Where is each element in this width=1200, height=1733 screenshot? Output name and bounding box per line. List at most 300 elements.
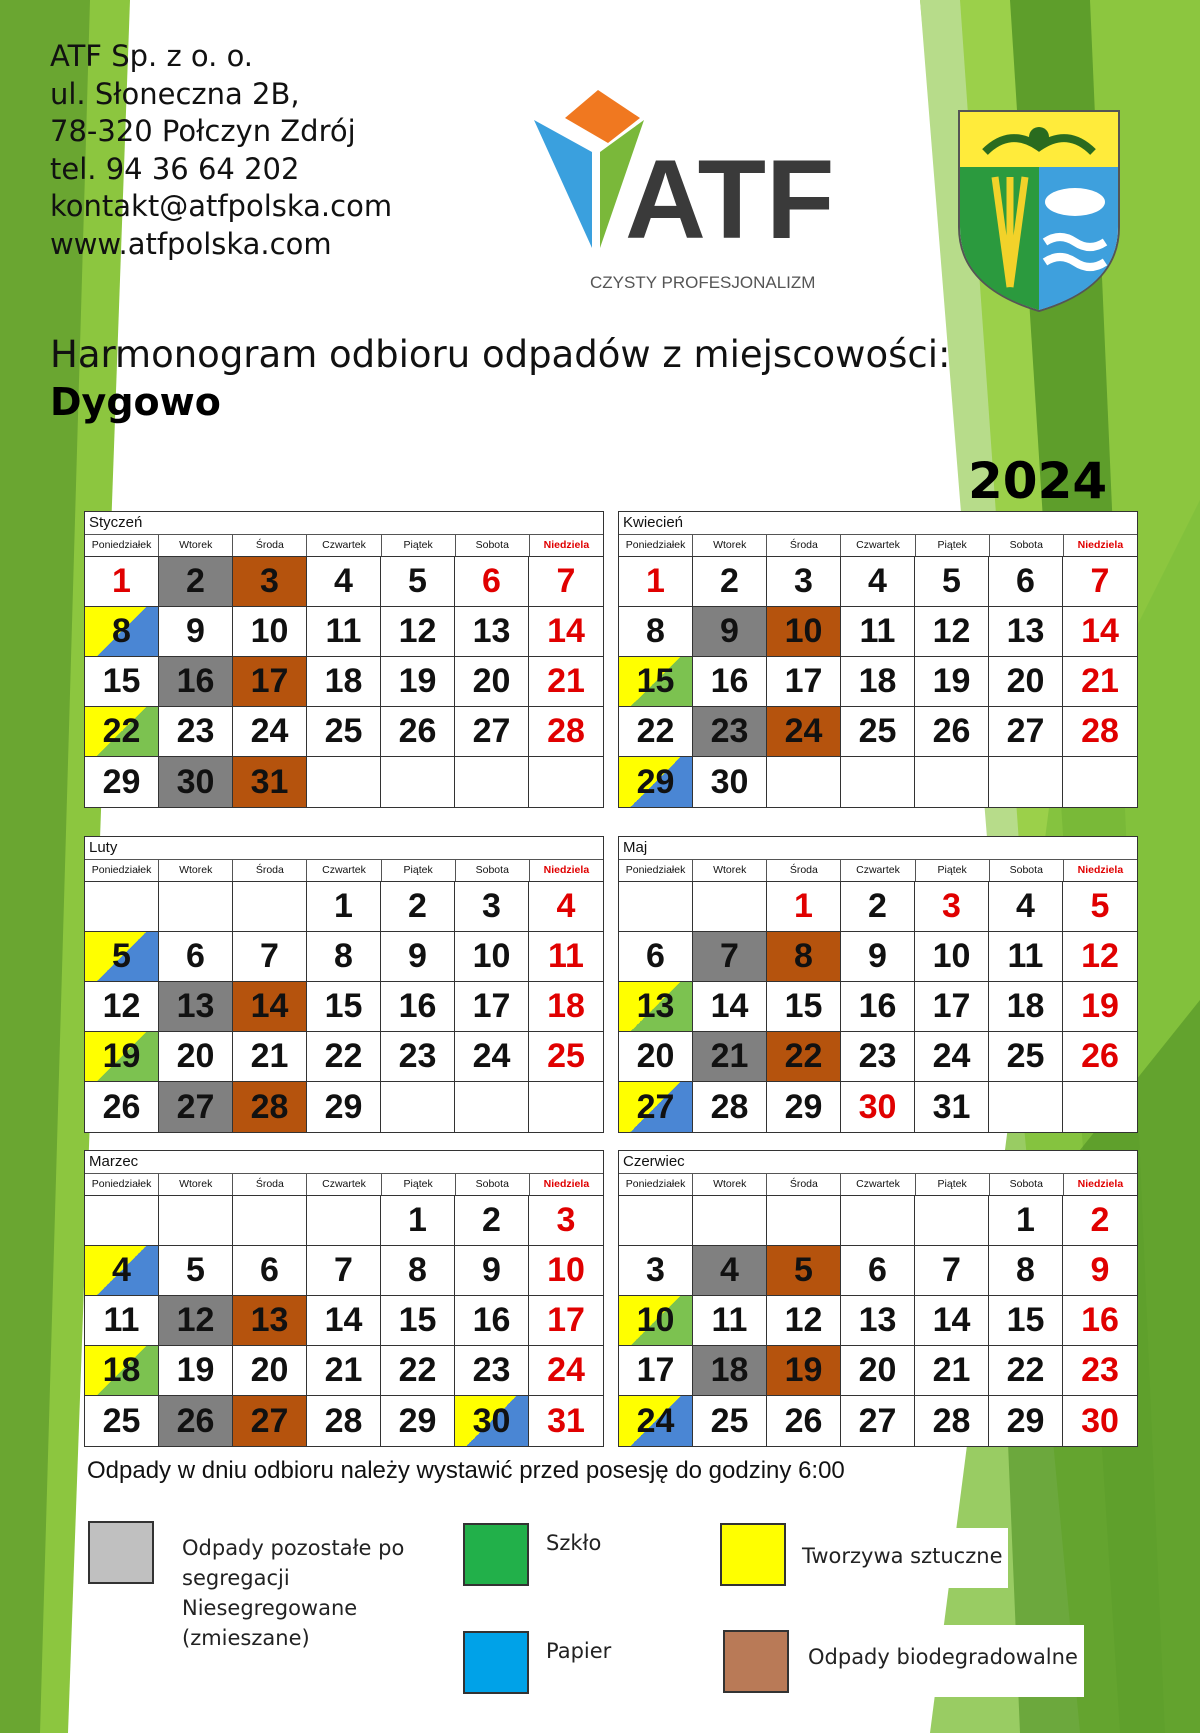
weekday-label: Wtorek	[693, 1174, 767, 1195]
day-cell: 27	[619, 1082, 693, 1132]
day-cell: 10	[233, 607, 307, 657]
day-cell: 16	[841, 982, 915, 1032]
day-cell: 1	[85, 557, 159, 607]
day-cell: 19	[159, 1346, 233, 1396]
day-cell: 22	[989, 1346, 1063, 1396]
day-cell: 14	[233, 982, 307, 1032]
logo-tagline: CZYSTY PROFESJONALIZM	[590, 273, 816, 292]
empty-day-cell	[619, 882, 693, 932]
weekday-label: Czwartek	[307, 1174, 381, 1195]
day-cell: 29	[767, 1082, 841, 1132]
day-grid	[619, 1196, 1137, 1446]
day-cell: 29	[989, 1396, 1063, 1446]
day-cell: 9	[841, 932, 915, 982]
weekday-label: Piątek	[382, 860, 456, 881]
day-cell: 5	[85, 932, 159, 982]
weekday-label: Niedziela	[543, 1178, 590, 1190]
empty-day-cell	[767, 757, 841, 807]
day-cell: 19	[767, 1346, 841, 1396]
day-cell: 28	[307, 1396, 381, 1446]
day-cell: 2	[841, 882, 915, 932]
day-cell: 3	[915, 882, 989, 932]
empty-day-cell	[529, 1082, 603, 1132]
weekday-label: Sobota	[990, 1174, 1064, 1195]
day-cell: 2	[693, 557, 767, 607]
day-cell: 17	[915, 982, 989, 1032]
day-cell: 16	[693, 657, 767, 707]
empty-day-cell	[455, 757, 529, 807]
day-cell: 4	[529, 882, 603, 932]
day-cell: 13	[989, 607, 1063, 657]
day-grid	[85, 1196, 603, 1446]
day-grid	[619, 557, 1137, 807]
day-cell: 25	[989, 1032, 1063, 1082]
day-cell: 28	[233, 1082, 307, 1132]
day-cell: 1	[767, 882, 841, 932]
day-cell: 21	[693, 1032, 767, 1082]
day-cell: 16	[1063, 1296, 1137, 1346]
day-cell: 30	[455, 1396, 529, 1446]
day-cell: 6	[841, 1246, 915, 1296]
empty-day-cell	[233, 1196, 307, 1246]
day-cell: 15	[307, 982, 381, 1032]
day-cell: 4	[841, 557, 915, 607]
day-cell: 24	[915, 1032, 989, 1082]
legend-mixed-swatch	[88, 1521, 154, 1584]
day-cell: 4	[693, 1246, 767, 1296]
weekday-label: Poniedziałek	[85, 1174, 159, 1195]
day-cell: 10	[455, 932, 529, 982]
weekday-header	[85, 535, 603, 557]
empty-day-cell	[455, 1082, 529, 1132]
day-grid	[85, 882, 603, 1132]
legend-mixed-label: Odpady pozostałe po segregacji Niesegregowane (zmieszane)	[176, 1531, 443, 1655]
day-cell: 4	[85, 1246, 159, 1296]
empty-day-cell	[159, 1196, 233, 1246]
day-cell: 18	[989, 982, 1063, 1032]
day-grid	[85, 557, 603, 807]
day-cell: 25	[841, 707, 915, 757]
place-name: Dygowo	[50, 380, 221, 424]
day-cell: 22	[381, 1346, 455, 1396]
day-cell: 3	[619, 1246, 693, 1296]
weekday-label: Piątek	[916, 1174, 990, 1195]
company-website[interactable]: www.atfpolska.com	[50, 226, 332, 261]
day-cell: 29	[307, 1082, 381, 1132]
day-cell: 26	[381, 707, 455, 757]
day-cell: 24	[619, 1396, 693, 1446]
day-cell: 2	[381, 882, 455, 932]
month-calendar	[618, 836, 1138, 1133]
day-cell: 24	[529, 1346, 603, 1396]
empty-day-cell	[693, 882, 767, 932]
legend-glass-swatch	[463, 1523, 529, 1586]
day-cell: 17	[767, 657, 841, 707]
month-calendar	[84, 1150, 604, 1447]
day-cell: 8	[307, 932, 381, 982]
company-phone: tel. 94 36 64 202	[50, 151, 300, 186]
day-cell: 12	[915, 607, 989, 657]
day-cell: 3	[455, 882, 529, 932]
day-cell: 29	[619, 757, 693, 807]
day-cell: 13	[159, 982, 233, 1032]
day-cell: 5	[1063, 882, 1137, 932]
weekday-label: Sobota	[990, 535, 1064, 556]
day-cell: 7	[233, 932, 307, 982]
company-street: ul. Słoneczna 2B,	[50, 76, 300, 111]
empty-day-cell	[915, 757, 989, 807]
day-cell: 18	[841, 657, 915, 707]
day-cell: 6	[159, 932, 233, 982]
weekday-label: Poniedziałek	[619, 535, 693, 556]
day-cell: 20	[455, 657, 529, 707]
atf-logo	[530, 88, 860, 298]
empty-day-cell	[1063, 757, 1137, 807]
month-calendar	[618, 511, 1138, 808]
day-cell: 20	[159, 1032, 233, 1082]
month-calendar	[618, 1150, 1138, 1447]
legend-bio-swatch	[723, 1630, 789, 1693]
month-name: Maj	[619, 837, 1137, 860]
weekday-label: Niedziela	[543, 539, 590, 551]
day-cell: 7	[693, 932, 767, 982]
weekday-label: Wtorek	[159, 860, 233, 881]
day-cell: 25	[85, 1396, 159, 1446]
day-cell: 26	[159, 1396, 233, 1446]
day-cell: 9	[1063, 1246, 1137, 1296]
legend-plastic-swatch	[720, 1523, 786, 1586]
month-name: Marzec	[85, 1151, 603, 1174]
weekday-header	[619, 860, 1137, 882]
day-cell: 5	[381, 557, 455, 607]
day-cell: 10	[915, 932, 989, 982]
day-cell: 9	[455, 1246, 529, 1296]
weekday-header	[619, 1174, 1137, 1196]
day-cell: 31	[547, 1401, 585, 1440]
day-cell: 12	[767, 1296, 841, 1346]
legend-bio-label: Odpady biodegradowalne	[802, 1625, 1084, 1697]
day-cell: 31	[915, 1082, 989, 1132]
day-cell: 27	[989, 707, 1063, 757]
legend-glass-label: Szkło	[540, 1526, 607, 1560]
day-cell: 1	[307, 882, 381, 932]
day-cell: 13	[455, 607, 529, 657]
month-name: Styczeń	[85, 512, 603, 535]
day-cell: 20	[619, 1032, 693, 1082]
weekday-label: Poniedziałek	[85, 535, 159, 556]
day-cell: 26	[85, 1082, 159, 1132]
day-cell: 8	[767, 932, 841, 982]
day-cell: 31	[233, 757, 307, 807]
day-cell: 21	[307, 1346, 381, 1396]
day-cell: 28	[693, 1082, 767, 1132]
day-cell: 13	[619, 982, 693, 1032]
weekday-label: Czwartek	[307, 535, 381, 556]
weekday-header	[619, 535, 1137, 557]
day-cell: 10	[529, 1246, 603, 1296]
day-cell: 2	[159, 557, 233, 607]
day-cell: 9	[159, 607, 233, 657]
weekday-label: Czwartek	[841, 860, 915, 881]
legend-plastic-label: Tworzywa sztuczne	[796, 1528, 1008, 1588]
day-cell: 30	[1081, 1401, 1119, 1440]
day-cell: 2	[1063, 1196, 1137, 1246]
day-cell: 15	[619, 657, 693, 707]
empty-day-cell	[989, 757, 1063, 807]
day-cell: 4	[989, 882, 1063, 932]
company-contact	[50, 38, 392, 263]
day-cell: 6	[455, 557, 529, 607]
company-city: 78-320 Połczyn Zdrój	[50, 114, 356, 148]
day-cell: 27	[233, 1396, 307, 1446]
empty-day-cell	[767, 1196, 841, 1246]
empty-day-cell	[841, 757, 915, 807]
weekday-label: Czwartek	[307, 860, 381, 881]
weekday-label: Wtorek	[159, 535, 233, 556]
day-cell: 24	[767, 707, 841, 757]
day-cell: 5	[915, 557, 989, 607]
day-cell: 8	[381, 1246, 455, 1296]
day-cell: 8	[85, 607, 159, 657]
weekday-label: Piątek	[916, 860, 990, 881]
day-cell: 7	[307, 1246, 381, 1296]
empty-day-cell	[619, 1196, 693, 1246]
day-cell: 6	[233, 1246, 307, 1296]
day-cell: 30	[693, 757, 767, 807]
day-cell: 3	[233, 557, 307, 607]
day-cell: 2	[455, 1196, 529, 1246]
weekday-label: Czwartek	[841, 535, 915, 556]
empty-day-cell	[989, 1082, 1063, 1132]
weekday-label: Poniedziałek	[619, 860, 693, 881]
day-cell: 19	[85, 1032, 159, 1082]
day-cell: 22	[767, 1032, 841, 1082]
day-cell: 21	[1063, 657, 1137, 707]
day-cell: 23	[159, 707, 233, 757]
day-cell: 21	[233, 1032, 307, 1082]
weekday-label: Środa	[767, 860, 841, 881]
day-cell: 16	[455, 1296, 529, 1346]
month-calendar	[84, 511, 604, 808]
day-cell: 24	[455, 1032, 529, 1082]
empty-day-cell	[159, 882, 233, 932]
empty-day-cell	[1063, 1082, 1137, 1132]
day-cell: 3	[767, 557, 841, 607]
day-cell: 25	[693, 1396, 767, 1446]
month-name: Czerwiec	[619, 1151, 1137, 1174]
logo-text: ATF	[625, 137, 835, 262]
schedule-heading: Harmonogram odbioru odpadów z miejscowości:	[50, 333, 951, 376]
day-cell: 25	[529, 1032, 603, 1082]
day-cell: 16	[159, 657, 233, 707]
weekday-label: Wtorek	[693, 535, 767, 556]
day-cell: 23	[841, 1032, 915, 1082]
day-cell: 8	[989, 1246, 1063, 1296]
weekday-label: Niedziela	[1077, 1178, 1124, 1190]
day-cell: 20	[233, 1346, 307, 1396]
pickup-note: Odpady w dniu odbioru należy wystawić przed posesję do godziny 6:00	[87, 1457, 845, 1484]
empty-day-cell	[915, 1196, 989, 1246]
weekday-label: Środa	[767, 535, 841, 556]
day-cell: 12	[381, 607, 455, 657]
day-cell: 10	[767, 607, 841, 657]
day-cell: 18	[529, 982, 603, 1032]
day-cell: 13	[233, 1296, 307, 1346]
weekday-label: Piątek	[382, 1174, 456, 1195]
day-cell: 18	[307, 657, 381, 707]
day-cell: 30	[159, 757, 233, 807]
legend-paper-swatch	[463, 1631, 529, 1694]
empty-day-cell	[381, 1082, 455, 1132]
weekday-label: Środa	[233, 860, 307, 881]
day-cell: 19	[915, 657, 989, 707]
day-cell: 1	[381, 1196, 455, 1246]
weekday-label: Niedziela	[1077, 539, 1124, 551]
day-grid	[619, 882, 1137, 1132]
weekday-header	[85, 860, 603, 882]
day-cell: 14	[1063, 607, 1137, 657]
weekday-label: Sobota	[456, 535, 530, 556]
day-cell: 1	[989, 1196, 1063, 1246]
day-cell: 15	[85, 657, 159, 707]
day-cell: 17	[619, 1346, 693, 1396]
weekday-label: Środa	[233, 1174, 307, 1195]
day-cell: 20	[841, 1346, 915, 1396]
day-cell: 14	[529, 607, 603, 657]
day-cell: 28	[529, 707, 603, 757]
day-cell: 23	[455, 1346, 529, 1396]
day-cell: 27	[455, 707, 529, 757]
empty-day-cell	[307, 1196, 381, 1246]
day-cell: 12	[85, 982, 159, 1032]
day-cell: 23	[381, 1032, 455, 1082]
empty-day-cell	[841, 1196, 915, 1246]
day-cell: 14	[693, 982, 767, 1032]
weekday-label: Sobota	[456, 1174, 530, 1195]
weekday-label: Niedziela	[1077, 864, 1124, 876]
day-cell: 17	[529, 1296, 603, 1346]
day-cell: 9	[693, 607, 767, 657]
day-cell: 13	[841, 1296, 915, 1346]
coat-of-arms-icon	[955, 107, 1123, 315]
day-cell: 17	[233, 657, 307, 707]
day-cell: 23	[1063, 1346, 1137, 1396]
weekday-label: Środa	[767, 1174, 841, 1195]
day-cell: 6	[989, 557, 1063, 607]
day-cell: 18	[693, 1346, 767, 1396]
day-cell: 25	[307, 707, 381, 757]
day-cell: 11	[989, 932, 1063, 982]
day-cell: 24	[233, 707, 307, 757]
weekday-label: Poniedziałek	[85, 860, 159, 881]
day-cell: 17	[455, 982, 529, 1032]
weekday-header	[85, 1174, 603, 1196]
day-cell: 6	[619, 932, 693, 982]
day-cell: 27	[841, 1396, 915, 1446]
weekday-label: Poniedziałek	[619, 1174, 693, 1195]
weekday-label: Piątek	[916, 535, 990, 556]
weekday-label: Wtorek	[159, 1174, 233, 1195]
weekday-label: Sobota	[990, 860, 1064, 881]
day-cell: 26	[915, 707, 989, 757]
weekday-label: Wtorek	[693, 860, 767, 881]
day-cell: 19	[381, 657, 455, 707]
empty-day-cell	[529, 757, 603, 807]
day-cell: 20	[989, 657, 1063, 707]
weekday-label: Czwartek	[841, 1174, 915, 1195]
day-cell: 14	[307, 1296, 381, 1346]
day-cell: 22	[619, 707, 693, 757]
empty-day-cell	[307, 757, 381, 807]
day-cell: 8	[619, 607, 693, 657]
day-cell: 23	[693, 707, 767, 757]
day-cell: 29	[381, 1396, 455, 1446]
day-cell: 22	[307, 1032, 381, 1082]
day-cell: 11	[529, 932, 603, 982]
day-cell: 5	[159, 1246, 233, 1296]
company-email[interactable]: kontakt@atfpolska.com	[50, 189, 393, 223]
day-cell: 18	[85, 1346, 159, 1396]
empty-day-cell	[85, 1196, 159, 1246]
month-name: Luty	[85, 837, 603, 860]
day-cell: 21	[529, 657, 603, 707]
day-cell: 11	[693, 1296, 767, 1346]
day-cell: 3	[529, 1196, 603, 1246]
day-cell: 19	[1063, 982, 1137, 1032]
day-cell: 27	[159, 1082, 233, 1132]
day-cell: 30	[841, 1082, 915, 1132]
month-name: Kwiecień	[619, 512, 1137, 535]
day-cell: 12	[1063, 932, 1137, 982]
legend-paper-label: Papier	[540, 1634, 617, 1668]
day-cell: 11	[85, 1296, 159, 1346]
day-cell: 29	[85, 757, 159, 807]
day-cell: 15	[381, 1296, 455, 1346]
day-cell: 15	[989, 1296, 1063, 1346]
empty-day-cell	[381, 757, 455, 807]
company-name: ATF Sp. z o. o.	[50, 39, 254, 73]
day-cell: 5	[767, 1246, 841, 1296]
day-cell: 26	[767, 1396, 841, 1446]
weekday-label: Sobota	[456, 860, 530, 881]
day-cell: 11	[841, 607, 915, 657]
day-cell: 7	[529, 557, 603, 607]
day-cell: 26	[1063, 1032, 1137, 1082]
year: 2024	[968, 452, 1108, 510]
day-cell: 28	[1063, 707, 1137, 757]
weekday-label: Niedziela	[543, 864, 590, 876]
day-cell: 28	[915, 1396, 989, 1446]
day-cell: 4	[307, 557, 381, 607]
day-cell: 15	[767, 982, 841, 1032]
day-cell: 1	[619, 557, 693, 607]
day-cell: 14	[915, 1296, 989, 1346]
day-cell: 21	[915, 1346, 989, 1396]
day-cell: 7	[915, 1246, 989, 1296]
day-cell: 10	[619, 1296, 693, 1346]
empty-day-cell	[233, 882, 307, 932]
day-cell: 22	[85, 707, 159, 757]
day-cell: 9	[381, 932, 455, 982]
day-cell: 16	[381, 982, 455, 1032]
empty-day-cell	[693, 1196, 767, 1246]
day-cell: 12	[159, 1296, 233, 1346]
weekday-label: Środa	[233, 535, 307, 556]
weekday-label: Piątek	[382, 535, 456, 556]
day-cell: 11	[307, 607, 381, 657]
month-calendar	[84, 836, 604, 1133]
empty-day-cell	[85, 882, 159, 932]
